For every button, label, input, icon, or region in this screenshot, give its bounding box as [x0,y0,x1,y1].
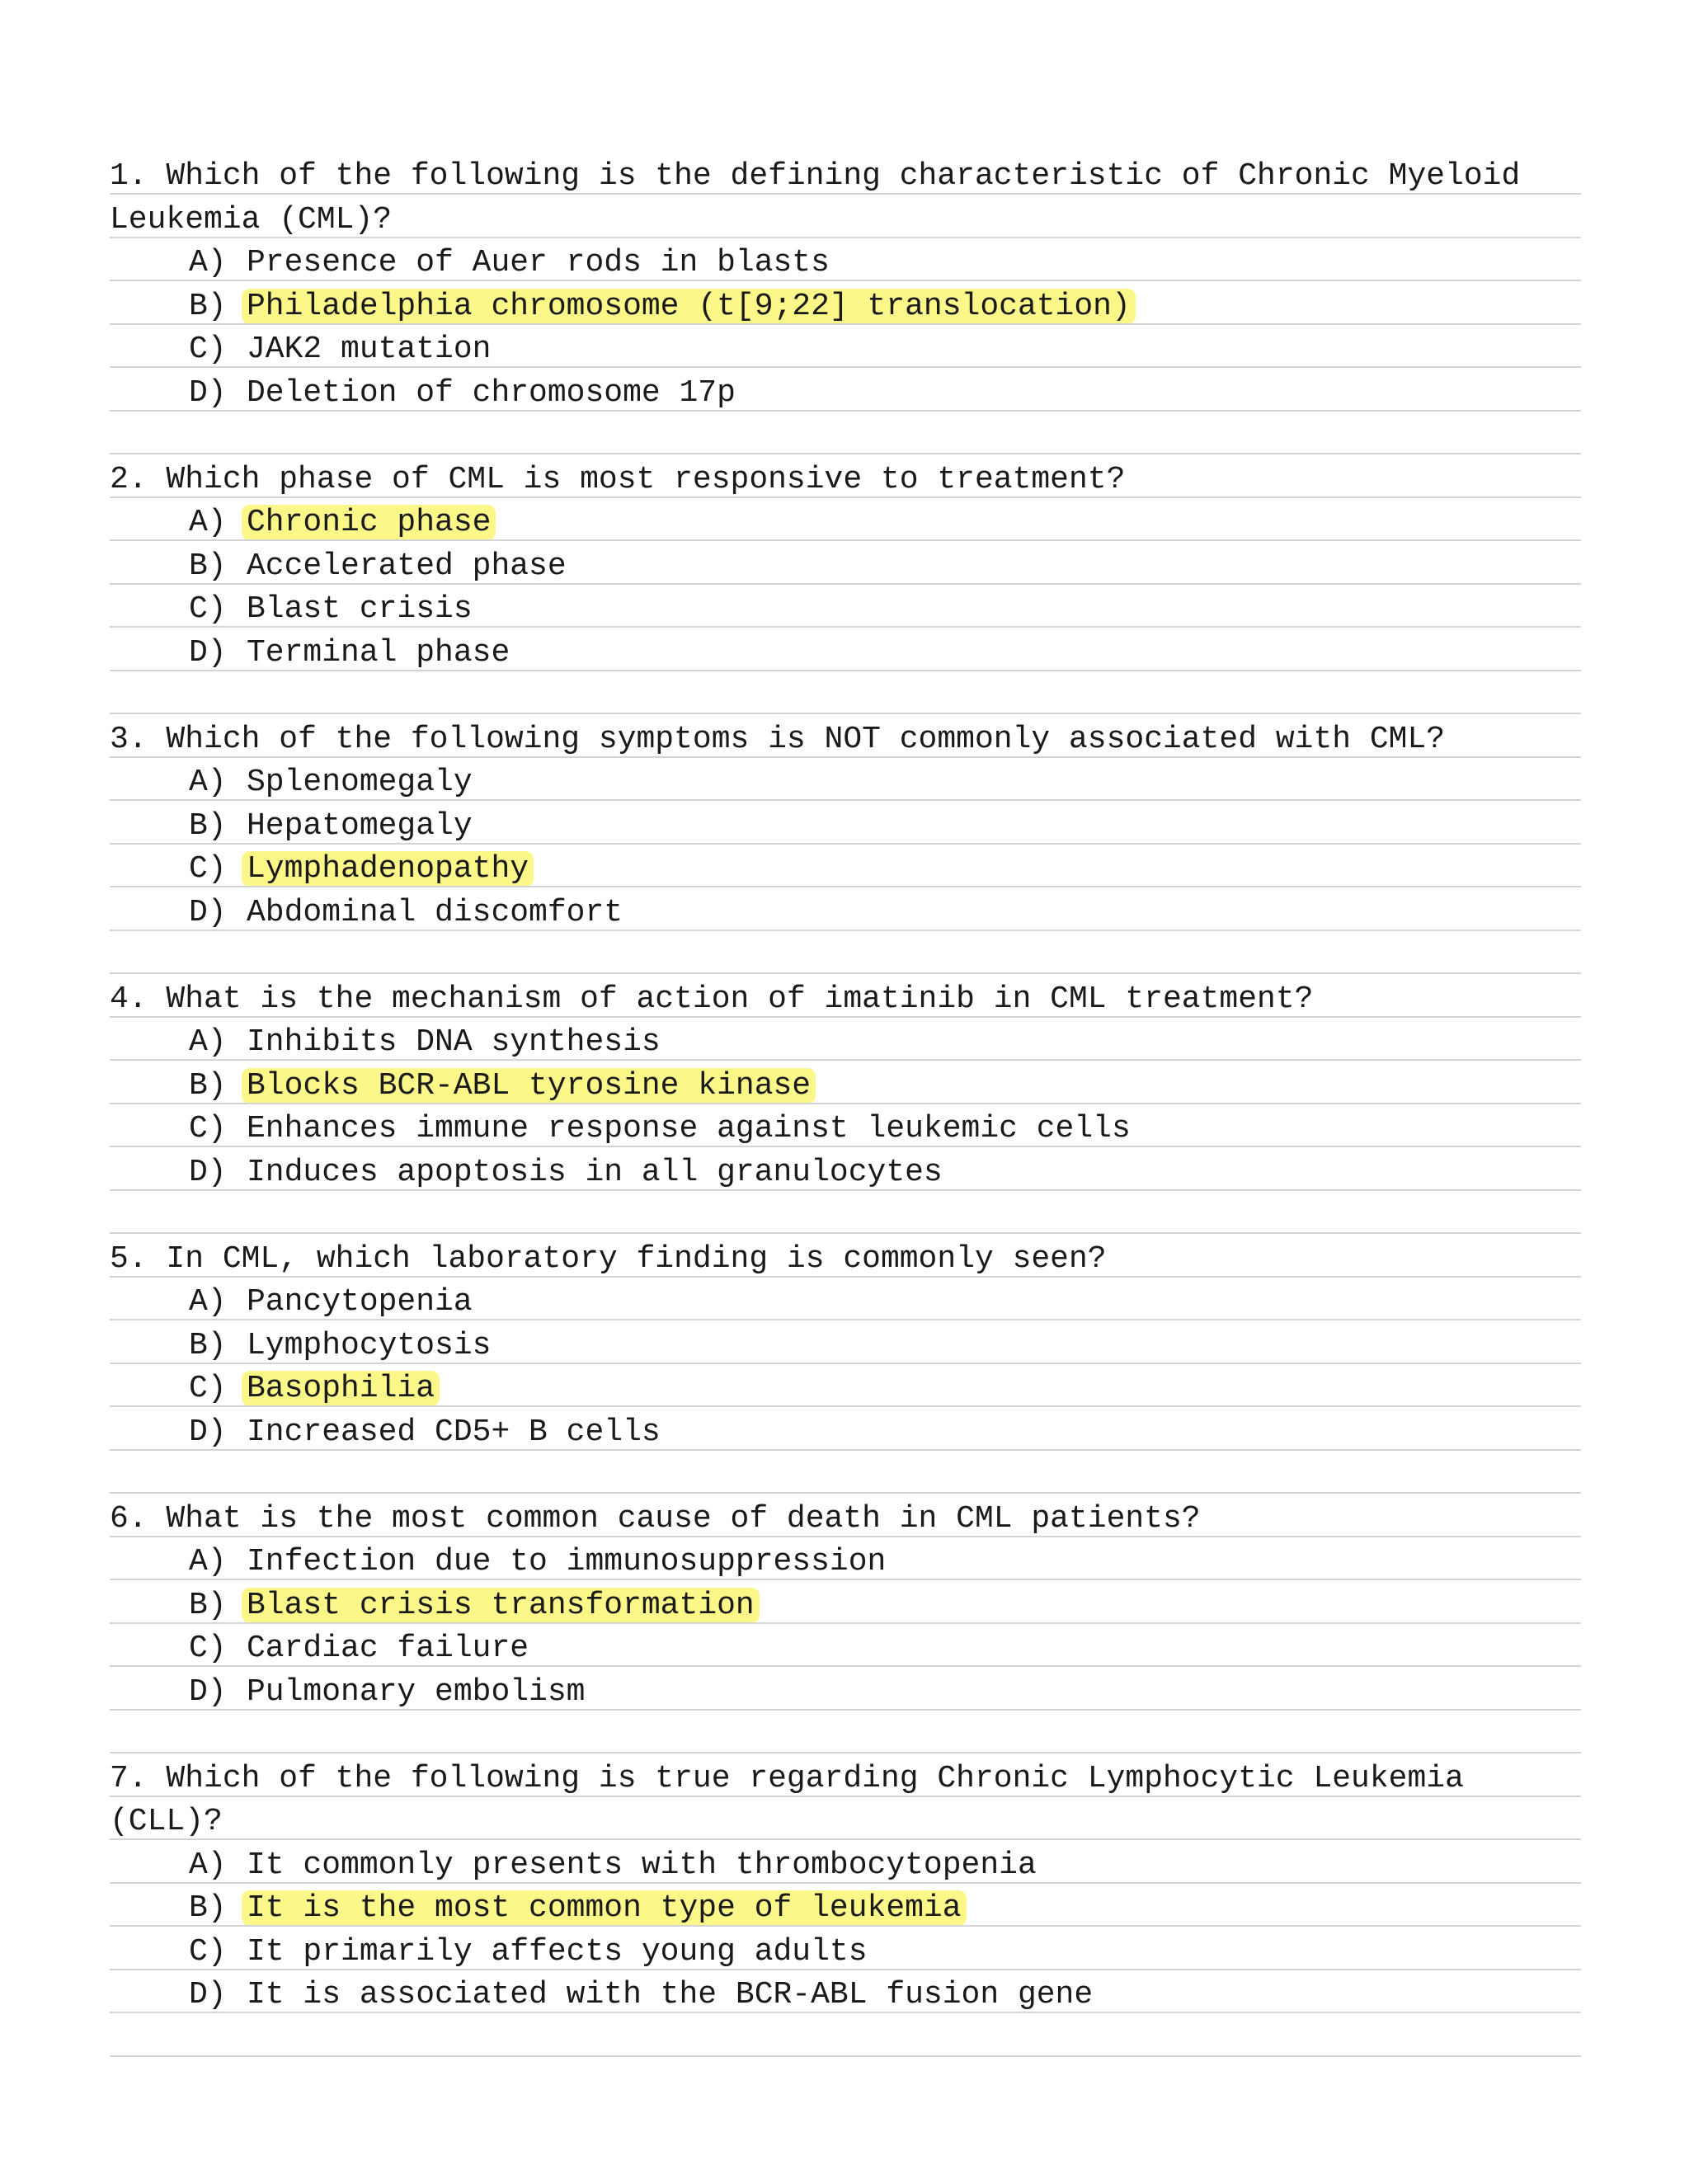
ruled-line [110,670,1581,671]
option-letter: C) [189,1631,227,1666]
option-text-span: Blocks BCR-ABL tyrosine kinase [242,1068,816,1104]
option-text [247,1844,1037,1887]
option-text-span: Cardiac failure [247,1631,529,1666]
option-text-span: Basophilia [242,1371,440,1406]
option-letter: D) [189,1673,227,1710]
option-text-span: Blast crisis [247,591,473,627]
option-text-span: Lymphocytosis [247,1327,492,1363]
option-text-span: It is the most common type of leukemia [242,1890,967,1926]
option-text [247,545,567,588]
option-text-span: It commonly presents with thrombocytopenia [247,1847,1037,1883]
option-text-span: Pancytopenia [247,1284,473,1320]
ruled-line [110,1579,1581,1580]
option-letter: D) [189,1154,227,1190]
ruled-line [110,756,1581,758]
ruled-line [110,1882,1581,1884]
ruled-line [110,626,1581,628]
question-stem-line: 6. What is the most common cause of death in CML patients? [110,1500,1201,1537]
option-text [247,805,473,848]
ruled-line [110,1709,1581,1711]
option-letter: A) [189,765,227,800]
option-letter: A) [189,1024,227,1060]
option-letter: B) [189,1587,227,1623]
option-letter: A) [189,1544,227,1579]
ruled-line [110,1232,1581,1234]
ruled-line [110,1319,1581,1320]
highlighted-answer [247,1887,962,1930]
ruled-line [110,410,1581,412]
option-text-span: Induces apoptosis in all granulocytes [247,1154,943,1190]
option-text [247,1671,585,1714]
highlighted-answer [247,848,529,891]
ruled-line [110,2012,1581,2013]
ruled-line [110,1405,1581,1407]
option-text [247,632,510,675]
option-text-span: It primarily affects young adults [247,1933,868,1970]
option-text [247,1541,886,1584]
option-letter: C) [189,851,227,887]
option-letter: D) [189,894,227,930]
ruled-line [110,497,1581,498]
option-text [247,1021,661,1064]
ruled-line [110,1492,1581,1494]
option-letter: C) [189,1111,227,1146]
ruled-line [110,1449,1581,1451]
ruled-line [110,1146,1581,1147]
ruled-line [110,799,1581,801]
question-stem-line: 1. Which of the following is the defining characteristic of Chronic Myeloid [110,158,1521,194]
option-letter: B) [189,1327,227,1363]
question-stem-line: Leukemia (CML)? [110,201,393,238]
ruled-line [110,1665,1581,1667]
ruled-line [110,1276,1581,1278]
option-text [247,761,473,804]
highlighted-answer [247,1065,811,1108]
ruled-line [110,323,1581,325]
highlighted-answer [247,1584,755,1627]
question-stem-line: 5. In CML, which laboratory finding is commonly seen? [110,1240,1107,1277]
option-text-span: Inhibits DNA synthesis [247,1024,661,1060]
option-letter: B) [189,288,227,324]
ruled-line [110,237,1581,238]
option-letter: D) [189,1977,227,2012]
ruled-line [110,1016,1581,1018]
ruled-line [110,2055,1581,2057]
option-text [247,1151,943,1194]
option-letter: B) [189,1067,227,1104]
option-text-span: Infection due to immunosuppression [247,1544,887,1579]
question-stem-line: 3. Which of the following symptoms is NOT commonly associated with CML? [110,721,1446,757]
ruled-line [110,1059,1581,1061]
ruled-line [110,453,1581,454]
highlighted-answer [247,285,1131,328]
option-letter: C) [189,1933,227,1970]
ruled-line [110,1925,1581,1927]
option-letter: A) [189,245,227,280]
option-text-span: Splenomegaly [247,765,473,800]
option-text [247,1627,529,1670]
ruled-line [110,1796,1581,1797]
option-text-span: Lymphadenopathy [242,851,534,887]
ruled-line [110,1622,1581,1624]
option-letter: C) [189,332,227,367]
question-stem-line: 2. Which phase of CML is most responsive to treatment? [110,461,1126,497]
option-text [247,1325,491,1367]
option-text-span: Terminal phase [247,634,510,671]
option-letter: A) [189,1847,227,1883]
option-text [247,892,623,934]
option-text [247,588,473,631]
ruled-line [110,1752,1581,1753]
ruled-line [110,366,1581,368]
question-stem-line: 7. Which of the following is true regarding Chronic Lymphocytic Leukemia [110,1760,1464,1796]
option-text-span: Accelerated phase [247,548,567,584]
option-letter: B) [189,807,227,844]
option-text-span: It is associated with the BCR-ABL fusion gene [247,1977,1094,2012]
ruled-line [110,193,1581,195]
option-letter: B) [189,548,227,584]
ruled-line [110,1536,1581,1537]
ruled-line [110,930,1581,931]
option-text-span: Presence of Auer rods in blasts [247,245,830,280]
question-stem-line: 4. What is the mechanism of action of imatinib in CML treatment? [110,981,1314,1017]
ruled-line [110,1363,1581,1364]
ruled-line [110,583,1581,585]
ruled-line [110,539,1581,541]
option-letter: C) [189,591,227,627]
option-text-span: Philadelphia chromosome (t[9;22] translocation) [242,289,1136,324]
ruled-line [110,1969,1581,1970]
option-text [247,372,736,415]
option-text [247,1281,473,1324]
option-text [247,1974,1093,2017]
option-text-span: Hepatomegaly [247,807,473,844]
highlighted-answer [247,501,491,544]
highlighted-answer [247,1367,435,1410]
ruled-line [110,843,1581,845]
option-letter: C) [189,1371,227,1406]
option-letter: A) [189,505,227,540]
option-text-span: Deletion of chromosome 17p [247,374,736,411]
question-stem-line: (CLL)? [110,1804,223,1839]
ruled-line [110,1838,1581,1840]
option-letter: D) [189,1414,227,1450]
option-text-span: Pulmonary embolism [247,1673,586,1710]
ruled-line [110,1189,1581,1191]
ruled-line [110,972,1581,974]
option-text-span: Blast crisis transformation [242,1588,760,1623]
option-text-span: Abdominal discomfort [247,894,623,930]
option-letter: A) [189,1284,227,1320]
option-letter: D) [189,374,227,411]
ruled-line [110,1103,1581,1104]
option-text [247,1108,1131,1151]
ruled-line [110,886,1581,887]
ruled-line [110,713,1581,714]
option-text [247,1931,868,1974]
option-text [247,328,491,371]
option-text-span: Increased CD5+ B cells [247,1414,661,1450]
option-text [247,1411,661,1454]
option-text-span: JAK2 mutation [247,332,492,367]
option-letter: B) [189,1890,227,1926]
option-text [247,242,830,285]
option-text-span: Chronic phase [242,505,496,540]
ruled-line [110,280,1581,281]
option-letter: D) [189,634,227,671]
option-text-span: Enhances immune response against leukemic cells [247,1111,1131,1146]
